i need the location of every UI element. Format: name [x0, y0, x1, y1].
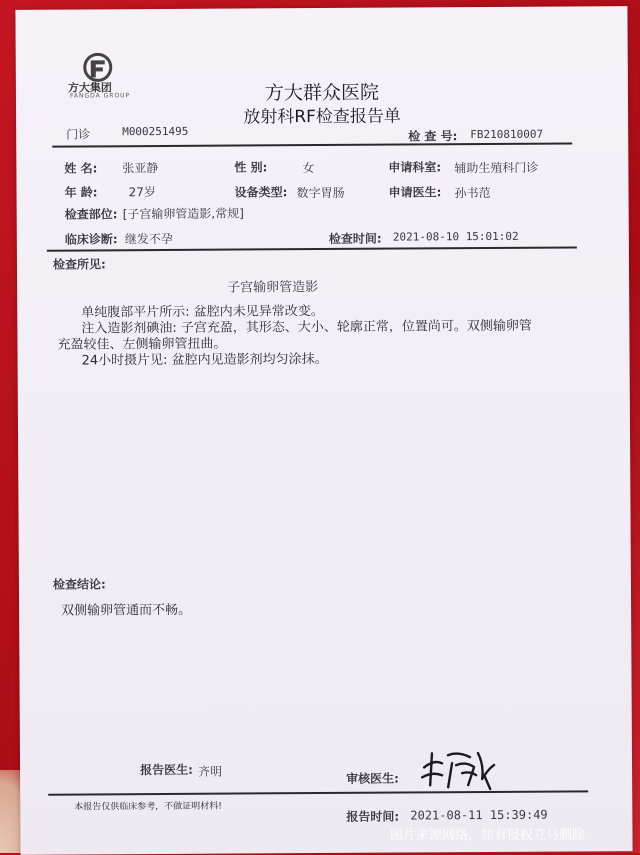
- diagnosis-label: 临床诊断:: [64, 232, 118, 247]
- findings-line-2: 注入造影剂碘油: 子宫充盈，其形态、大小、轮廓正常，位置尚可。双侧输卵管: [81, 318, 532, 337]
- findings-line-1: 单纯腹部平片所示: 盆腔内未见异常改变。: [81, 303, 324, 321]
- report-sheet: [15, 6, 632, 855]
- exam-number-label: 检 查 号:: [408, 129, 458, 144]
- device-type: 数字胃肠: [296, 185, 345, 201]
- findings-line-4: 24小时摄片见: 盆腔内见造影剂均匀涂抹。: [81, 351, 328, 369]
- request-doctor: 孙书范: [454, 185, 491, 201]
- report-doctor-label: 报告医生:: [140, 762, 193, 778]
- device-label: 设备类型:: [234, 185, 288, 200]
- report-time: 2021-08-11 15:39:49: [410, 807, 548, 823]
- sex-label: 性 别:: [234, 160, 268, 175]
- patient-name: 张亚静: [122, 161, 159, 176]
- logo-subtext: FANGDA GROUP: [69, 92, 131, 100]
- exam-time: 2021-08-10 15:01:02: [392, 229, 519, 244]
- visit-type: 门诊: [66, 127, 91, 142]
- patient-sex: 女: [302, 161, 315, 176]
- dept-label: 申请科室:: [388, 160, 442, 175]
- exam-time-label: 检查时间:: [328, 231, 382, 246]
- age-label: 年 龄:: [64, 185, 98, 200]
- patient-age: 27岁: [128, 185, 156, 200]
- report-title: 放射科RF检查报告单: [243, 106, 401, 128]
- exam-number: FB210810007: [470, 127, 544, 142]
- conclusion-label: 检查结论:: [52, 577, 106, 592]
- exam-part: [子宫输卵管造影,常规]: [122, 206, 244, 222]
- logo-text: 方大集团: [67, 81, 112, 95]
- report-doctor: 齐明: [198, 764, 223, 779]
- findings-label: 检查所见:: [52, 257, 106, 272]
- findings-line-3: 充盈较佳、左侧输卵管扭曲。: [57, 336, 227, 353]
- watermark: 图片来源网络，如有侵权立马删除: [390, 828, 586, 843]
- review-doctor-label: 审核医生:: [346, 771, 399, 786]
- visit-number: M000251495: [122, 124, 189, 139]
- part-label: 检查部位:: [64, 207, 118, 222]
- name-label: 姓 名:: [64, 161, 98, 176]
- conclusion-text: 双侧输卵管通而不畅。: [61, 602, 192, 619]
- request-dept: 辅助生殖科门诊: [454, 160, 539, 176]
- findings-heading: 子宫输卵管造影: [227, 280, 319, 296]
- disclaimer: 本报告仅供临床参考，不做证明材料!: [74, 801, 222, 813]
- hospital-name: 方大群众医院: [264, 81, 380, 105]
- divider-bottom: [48, 790, 588, 795]
- report-time-label: 报告时间:: [346, 809, 400, 824]
- clinical-diagnosis: 继发不孕: [124, 231, 173, 247]
- doctor-label: 申请医生:: [388, 185, 442, 200]
- handwritten-signature: [418, 745, 498, 793]
- divider-top: [52, 142, 572, 147]
- divider-middle: [47, 246, 577, 251]
